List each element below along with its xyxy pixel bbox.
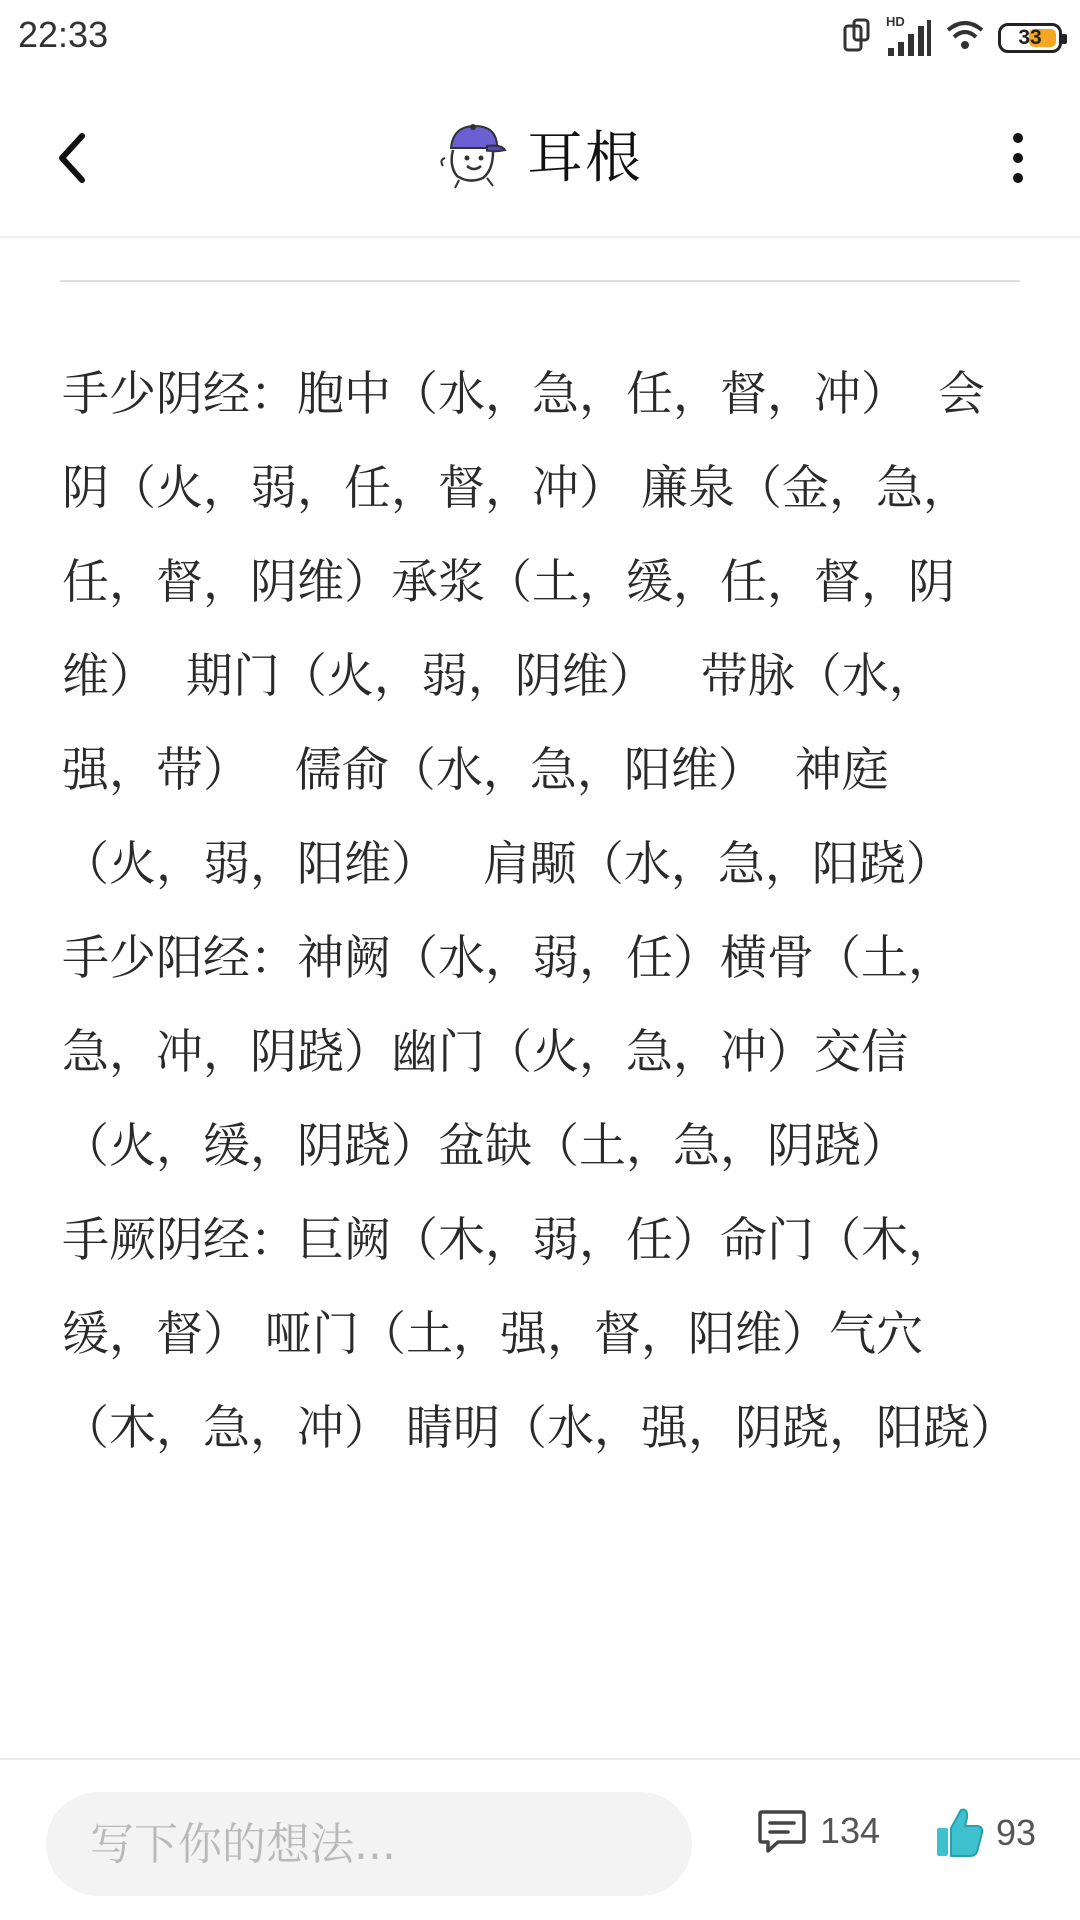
paragraph-jueyin: 手厥阴经：巨阙（木，弱，任）命门（木，缓，督） 哑门（土，强，督，阳维）气穴（木，急，冲） 睛明（水，强，阴跷，阳跷） (62, 1213, 1017, 1456)
battery-cap (1062, 34, 1067, 44)
thumbs-up-icon (934, 1806, 984, 1860)
more-vertical-icon (1008, 132, 1028, 184)
top-nav-bar (0, 76, 1080, 238)
cellular-signal-icon (886, 14, 932, 58)
comment-count: 134 (820, 1810, 881, 1851)
paragraph-shaoyin: 手少阴经：胞中（水，急，任，督，冲） 会阴（火，弱，任，督，冲） 廉泉（金，急，任，督，阴维）承浆（土，缓，任，督，阴维） 期门（火，弱，阴维） 带脉（水，强，带） 儒俞（水，急，阳维） 神庭（火，弱，阳维） 肩颙（水，急，阳跷） (62, 367, 985, 892)
status-icons (842, 16, 1062, 60)
like-count: 93 (996, 1812, 1037, 1853)
like-button[interactable] (934, 1806, 1036, 1860)
wifi-icon (946, 20, 984, 56)
paragraph-shaoyang: 手少阳经：神阙（水，弱，任）横骨（土，急，冲，阴跷）幽门（火，急，冲）交信（火，缓，阴跷）盆缺（土，急，阴跷） (62, 931, 955, 1174)
page-title: 耳根 (527, 126, 643, 191)
content-divider (60, 280, 1020, 282)
article-body (62, 348, 1017, 1476)
battery-level: 33 (1018, 26, 1042, 49)
network-type-label: HD (886, 14, 905, 29)
title-group (0, 114, 1080, 194)
comment-icon (756, 1806, 808, 1856)
battery-indicator (998, 23, 1062, 53)
status-time: 22:33 (18, 14, 109, 55)
comments-button[interactable] (756, 1806, 880, 1856)
avatar-icon (437, 118, 507, 190)
status-bar (0, 0, 1080, 76)
bottom-action-bar (0, 1758, 1080, 1920)
more-options-button[interactable] (986, 126, 1050, 190)
comment-input[interactable] (46, 1792, 692, 1896)
screen-rotate-icon (842, 18, 872, 58)
